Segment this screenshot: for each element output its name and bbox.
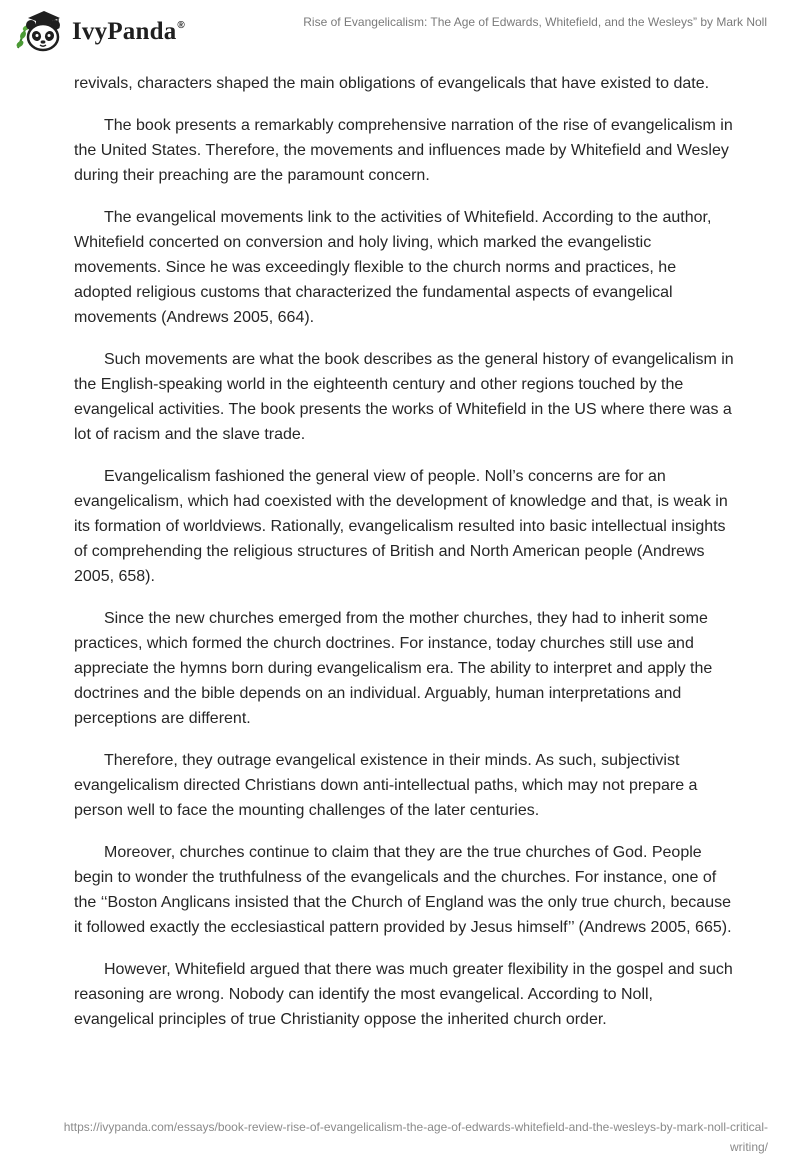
essay-body bbox=[74, 71, 734, 1049]
ivypanda-logo[interactable] bbox=[14, 8, 185, 54]
paragraph: Therefore, they outrage evangelical existence in their minds. As such, subjectivist evangelicalism directed Christians down anti-intellectual paths, which may not prepare a person well to face the mounting challenges of the later centuries. bbox=[74, 752, 698, 819]
paragraph: Such movements are what the book describes as the general history of evangelicalism in the English-speaking world in the eighteenth century and other regions touched by the evangelical activities. The book presents the works of Whitefield in the US where there was a lot of racism and the slave trade. bbox=[74, 351, 734, 443]
paragraph: Moreover, churches continue to claim that they are the true churches of God. People begin to wonder the truthfulness of the evangelicals and the churches. For instance, one of the ‘‘Boston Anglicans insisted that the Church of England was the only true church, because it followed exactly the ecclesiastical pattern provided by Jesus himself’’ (Andrews 2005, 665). bbox=[74, 844, 732, 936]
page-header bbox=[0, 0, 800, 60]
paragraph: The book presents a remarkably comprehensive narration of the rise of evangelicalism in the United States. Therefore, the movements and influences made by Whitefield and Wesley during their preaching are the paramount concern. bbox=[74, 117, 733, 184]
registered-mark: ® bbox=[177, 20, 185, 31]
panda-graduate-icon bbox=[14, 8, 66, 54]
source-url[interactable]: https://ivypanda.com/essays/book-review-rise-of-evangelicalism-the-age-of-edwards-whitefield-and-the-wesleys-by-mark-noll-critical-writing/ bbox=[63, 1120, 768, 1154]
paragraph: Evangelicalism fashioned the general view of people. Noll’s concerns are for an evangelicalism, which had coexisted with the development of knowledge and that, is weak in its formation of worldviews. Rationally, evangelicalism resulted into basic intellectual insights of comprehending the religious structures of British and North American people (Andrews 2005, 658). bbox=[74, 468, 728, 585]
paragraph-continued: revivals, characters shaped the main obligations of evangelicals that have existed to date. bbox=[74, 75, 710, 92]
paragraph: However, Whitefield argued that there was much greater flexibility in the gospel and such reasoning are wrong. Nobody can identify the most evangelical. According to Noll, evangelical principles of true Christianity oppose the inherited church order. bbox=[74, 961, 733, 1028]
document-title: Rise of Evangelicalism: The Age of Edwards, Whitefield, and the Wesleys” by Mark Noll bbox=[303, 15, 767, 29]
paragraph: The evangelical movements link to the activities of Whitefield. According to the author, Whitefield concerted on conversion and holy living, which marked the evangelistic movements. Since he was exceedingly flexible to the church norms and practices, he adopted religious customs that characterized the fundamental aspects of evangelical movements (Andrews 2005, 664). bbox=[74, 209, 712, 326]
brand-name: IvyPanda® bbox=[72, 18, 185, 45]
paragraph: Since the new churches emerged from the mother churches, they had to inherit some practices, which formed the church doctrines. For instance, today churches still use and appreciate the hymns born during evangelicalism era. The ability to interpret and apply the doctrines and the bible depends on an individual. Arguably, human interpretations and perceptions are different. bbox=[74, 610, 713, 727]
